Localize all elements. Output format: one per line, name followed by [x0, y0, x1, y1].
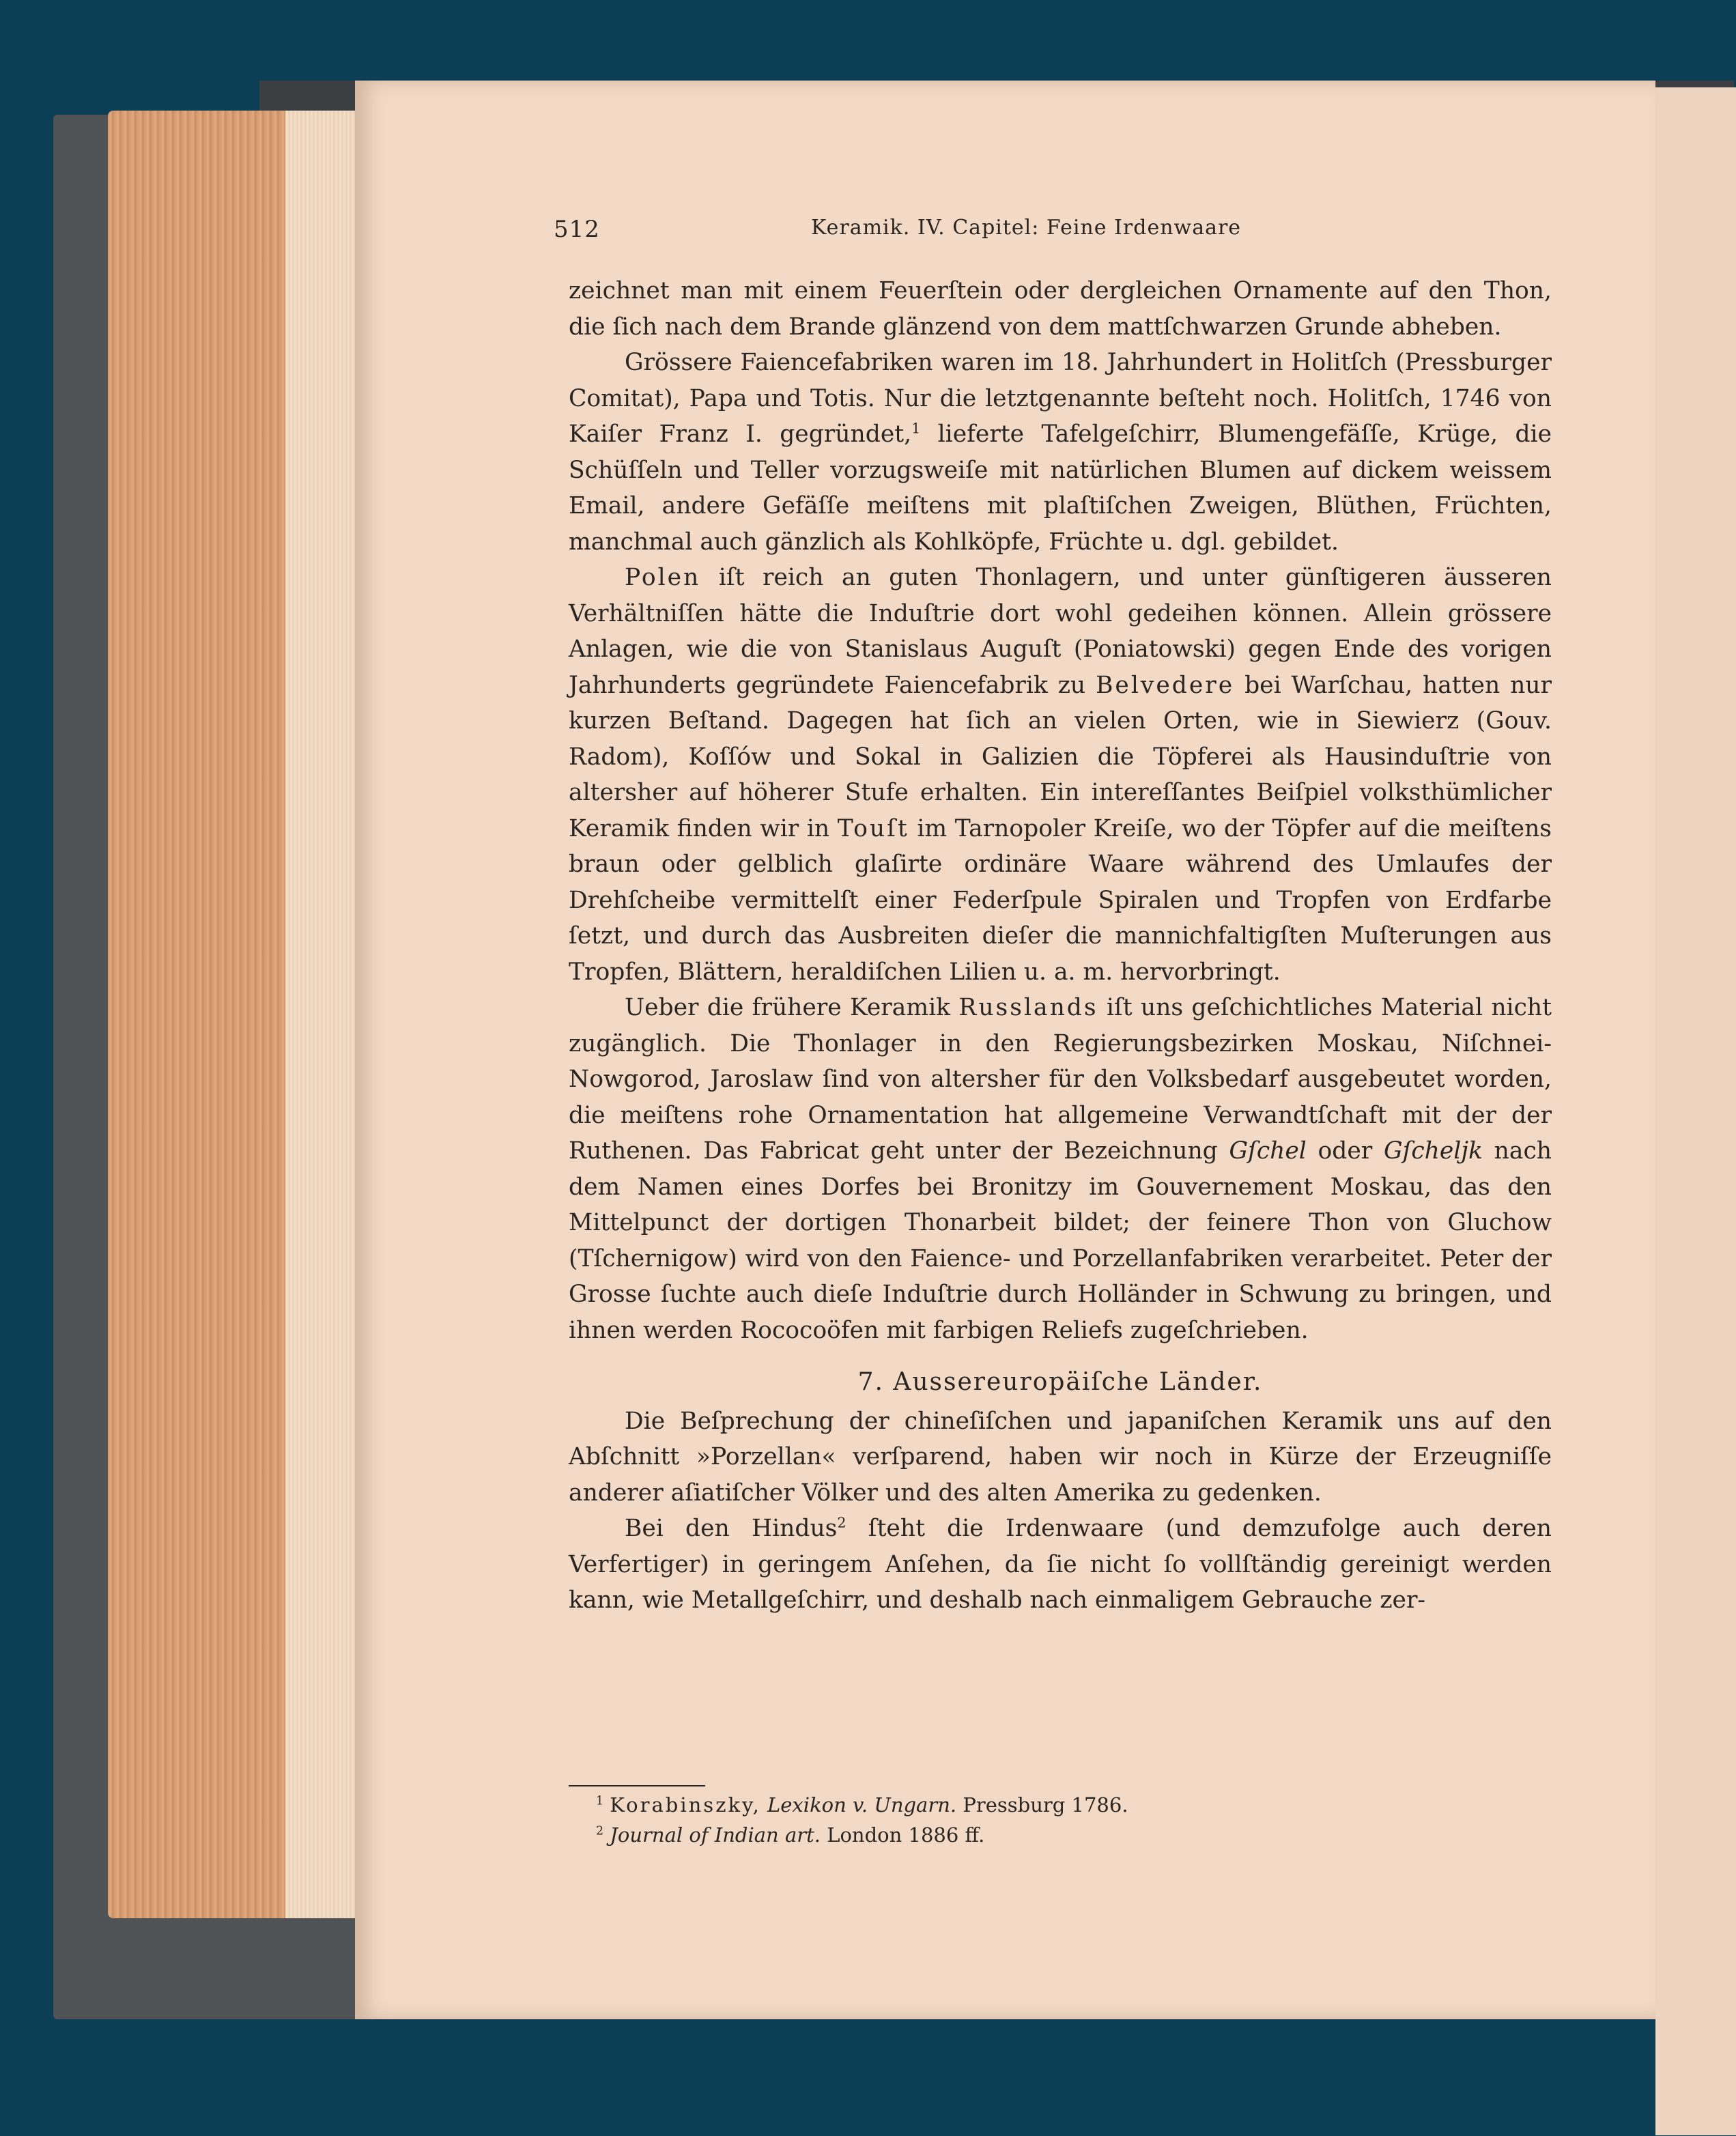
- footnote-2-mark: 2: [596, 1824, 604, 1838]
- facing-page-strip: [1655, 87, 1736, 2135]
- footnote-1-title: Lexikon v. Ungarn.: [767, 1793, 957, 1817]
- page-edges: [108, 111, 360, 1918]
- paragraph-4-gschel: Gſchel: [1229, 1137, 1307, 1165]
- paragraph-6: [569, 1511, 1552, 1619]
- paragraph-3-text-b: bei Warſchau, hatten nur kurzen Beſtand. Dagegen hat ſich an vielen Orten, wie in Siewierz (Gouv. Radom), Koſſów und Sokal in Galizien die Töpferei als Hausinduſtrie von altersher auf höherer Stufe erhalten. Ein intereſſantes Beiſpiel volksthümlicher Keramik finden wir in: [569, 671, 1552, 842]
- paragraph-4-russlands: Russlands: [958, 994, 1098, 1021]
- paragraph-3-text-c: im Tarnopoler Kreiſe, wo der Töpfer auf die meiſtens braun oder gelblich glaſirte ordinäre Waare während des Umlaufes der Drehſcheibe vermittelſt einer Federſpule Spiralen und Tropfen von Erdfarbe ſetzt, und durch das Ausbreiten dieſer die mannichfaltigſten Muſterungen aus Tropfen, Blättern, heraldiſchen Lilien u. a. m. hervorbringt.: [569, 814, 1552, 986]
- footnote-ref-2: 2: [837, 1514, 846, 1531]
- paragraph-2: [569, 345, 1552, 560]
- footnote-1-rest: Pressburg 1786.: [956, 1793, 1128, 1817]
- footnote-1-mark: 1: [596, 1794, 604, 1808]
- page-edges-light: [285, 111, 360, 1918]
- running-title: Keramik. IV. Capitel: Feine Irdenwaare: [811, 216, 1242, 240]
- footnote-2: [596, 1820, 1552, 1850]
- footnotes: [596, 1790, 1552, 1850]
- paragraph-6-text-a: Bei den Hindus: [625, 1515, 838, 1542]
- paragraph-1-text: zeichnet man mit einem Feuerſtein oder dergleichen Ornamente auf den Thon, die ſich nach dem Brande glänzend von dem mattſchwarzen Grunde abheben.: [569, 277, 1552, 341]
- paragraph-4-text-a: Ueber die frühere Keramik: [625, 994, 959, 1021]
- footnote-ref-1: 1: [911, 420, 921, 437]
- paragraph-4-text-d: nach dem Namen eines Dorfes bei Bronitzy im Gouvernement Moskau, das den Mittelpunct der dortigen Thonarbeit bildet; der feinere Thon von Gluchow (Tſchernigow) wird von den Faience- und Porzellanfabriken verarbeitet. Peter der Grosse ſuchte auch dieſe Induſtrie durch Holländer in Schwung zu bringen, und ihnen werden Rococoöfen mit farbigen Reliefs zugeſchrieben.: [569, 1137, 1552, 1344]
- footnote-divider: [569, 1785, 705, 1786]
- paragraph-4-text-c: oder: [1306, 1137, 1384, 1165]
- paragraph-5-text: Die Beſprechung der chineſiſchen und japaniſchen Keramik uns auf den Abſchnitt »Porzellan« verſparend, haben wir noch in Kürze der Erzeugniſſe anderer aſiatiſcher Völker und des alten Amerika zu gedenken.: [569, 1407, 1552, 1507]
- paragraph-2-text-b: lieferte Tafelgeſchirr, Blumengefäſſe, Krüge, die Schüſſeln und Teller vorzugsweiſe mit natürlichen Blumen auf dickem weissem Email, andere Gefäſſe meiſtens mit plaſtiſchen Zweigen, Blüthen, Früchten, manchmal auch gänzlich als Kohlköpfe, Früchte u. dgl. gebildet.: [569, 421, 1552, 556]
- running-header: [554, 205, 1552, 246]
- paragraph-1: [569, 273, 1552, 345]
- paragraph-4-gscheljk: Gſcheljk: [1384, 1137, 1483, 1165]
- paragraph-2-text-a: Grössere Faiencefabriken waren im 18. Jahrhundert in Holitſch (Pressburger Comitat), Papa und Totis. Nur die letztgenannte beſteht noch. Holitſch, 1746 von Kaiſer Franz I. gegründet,: [569, 349, 1552, 448]
- page-number: 512: [554, 216, 600, 243]
- footnote-2-rest: London 1886 ff.: [820, 1823, 985, 1847]
- paragraph-3-touft: Touſt: [837, 814, 909, 842]
- paragraph-4: [569, 990, 1552, 1348]
- footnote-1-author: Korabinszky,: [610, 1793, 761, 1817]
- paragraph-5: [569, 1404, 1552, 1511]
- paragraph-4-text-b: iſt uns geſchichtliches Material nicht zugänglich. Die Thonlager in den Regierungsbezirken Moskau, Niſchnei-Nowgorod, Jaroslaw ſind von altersher für den Volksbedarf ausgebeutet worden, die meiſtens rohe Ornamentation hat allgemeine Verwandtſchaft mit der der Ruthenen. Das Fabricat geht unter der Bezeichnung: [569, 994, 1552, 1165]
- paragraph-3: [569, 560, 1552, 990]
- footnote-1: [596, 1790, 1552, 1820]
- paragraph-3-lead: Polen: [625, 564, 701, 591]
- footnote-2-title: Journal of Indian art.: [610, 1823, 821, 1847]
- section-heading: 7. Aussereuropäiſche Länder.: [857, 1368, 1263, 1396]
- paragraph-3-belvedere: Belvedere: [1096, 671, 1235, 699]
- paragraph-3-text-a: iſt reich an guten Thonlagern, und unter günſtigeren äusseren Verhältniſſen hätte die Induſtrie dort wohl gedeihen können. Allein grössere Anlagen, wie die von Stanislaus Auguſt (Poniatowski) gegen Ende des vorigen Jahrhunderts gegründete Faiencefabrik zu: [569, 564, 1552, 699]
- body-text: [569, 273, 1552, 1619]
- paragraph-6-text-b: ſteht die Irdenwaare (und demzufolge auch deren Verfertiger) in geringem Anſehen, da ſie nicht ſo vollſtändig gereinigt werden kann, wie Metallgeſchirr, und deshalb nach einmaligem Gebrauche zer-: [569, 1515, 1552, 1614]
